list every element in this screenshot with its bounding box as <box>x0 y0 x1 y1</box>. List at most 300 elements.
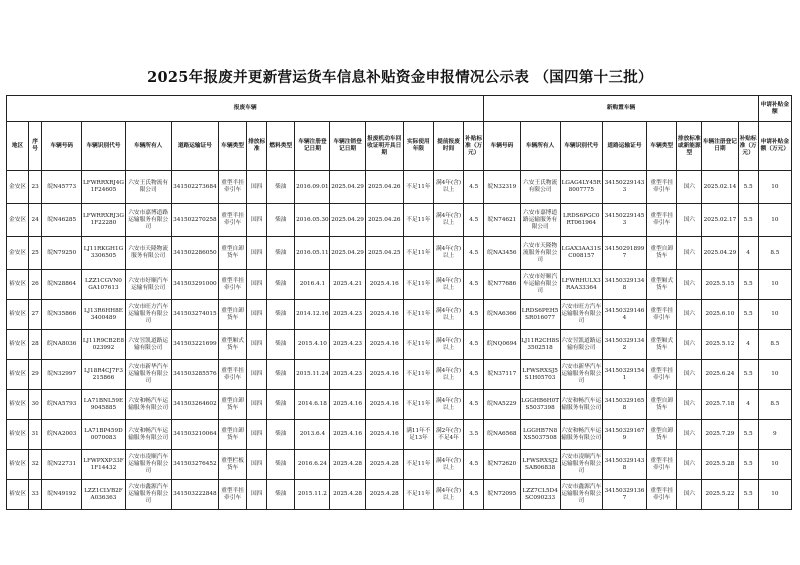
table-cell: 柴油 <box>267 237 295 270</box>
table-row <box>7 420 792 450</box>
table-cell: 六安和畅汽车运输服务有限公司 <box>560 390 602 420</box>
table-row <box>7 204 792 237</box>
table-cell: 皖NA2003 <box>42 420 82 450</box>
table-cell: 裕安区 <box>7 270 29 300</box>
table-cell: 2025.4.28 <box>330 480 365 510</box>
table-cell: 重型半挂牵引车 <box>218 204 246 237</box>
table-cell: 33 <box>29 480 42 510</box>
table-cell: LJ11RKGH1G3306505 <box>82 237 125 270</box>
table-cell: 341503210064 <box>171 420 218 450</box>
table-cell: 皖N45773 <box>42 171 82 204</box>
table-cell: 2025.5.28 <box>702 450 738 480</box>
table-cell: 2025.7.18 <box>702 390 738 420</box>
table-cell: 25 <box>29 237 42 270</box>
column-header: 车辆号码 <box>484 122 520 171</box>
table-cell: 重型厢式货车 <box>647 270 677 300</box>
table-cell: 2025.4.16 <box>365 300 403 330</box>
table-cell: 柴油 <box>267 420 295 450</box>
table-cell: 重型半挂牵引车 <box>647 171 677 204</box>
table-cell: 2025.6.10 <box>702 300 738 330</box>
table-cell: 4 <box>738 390 758 420</box>
table-cell: 六安市鑫源汽车运输服务有限公司 <box>560 480 602 510</box>
table-cell: 重型厢式货车 <box>647 330 677 360</box>
table-cell: 六安市旺方汽车运输服务有限公司 <box>560 300 602 330</box>
column-header: 排放标准或新能源型 <box>677 122 702 171</box>
table-cell: 重型自卸货车 <box>218 300 246 330</box>
table-cell: 不足11年 <box>403 480 433 510</box>
table-cell: 4.5 <box>464 300 484 330</box>
table-cell: 5.5 <box>738 420 758 450</box>
table-cell: 不足11年 <box>403 204 433 237</box>
page-title: 2025年报废并更新营运货车信息补贴资金申报情况公示表 （国四第十三批） <box>147 69 653 86</box>
table-cell: 满2年(含)不足4年 <box>433 420 463 450</box>
table-cell: 4.5 <box>464 171 484 204</box>
table-cell: 六安和畅汽车运输服务有限公司 <box>560 420 602 450</box>
table-cell: 重型半挂牵引车 <box>647 360 677 390</box>
table-cell: 柴油 <box>267 300 295 330</box>
table-row <box>7 300 792 330</box>
new-group-header: 新购置车辆 <box>484 96 758 122</box>
table-cell: 341503291367 <box>602 480 646 510</box>
table-cell: 重型自卸货车 <box>647 390 677 420</box>
column-header: 车辆号码 <box>42 122 82 171</box>
table-cell: LFWSRXSJ5S1H05703 <box>520 360 560 390</box>
table-cell: 341503221699 <box>171 330 218 360</box>
table-cell: LRDS6PGC0RT061964 <box>560 204 602 237</box>
column-header: 车辆类型 <box>647 122 677 171</box>
table-cell: 不足11年 <box>403 237 433 270</box>
table-cell: 28 <box>29 330 42 360</box>
column-header: 车辆识别代号 <box>82 122 125 171</box>
table-cell: LJ18R4CJ7F3215866 <box>82 360 125 390</box>
table-cell: 皖NA3456 <box>484 237 520 270</box>
column-header: 地区 <box>7 122 29 171</box>
column-header: 补贴标准（万元） <box>464 122 484 171</box>
table-cell: 10 <box>758 360 791 390</box>
table-cell: 29 <box>29 360 42 390</box>
column-header: 序号 <box>29 122 42 171</box>
table-cell: 六安市天隆物流服务有限公司 <box>520 237 560 270</box>
table-cell: 重型半挂牵引车 <box>647 480 677 510</box>
table-cell: 26 <box>29 270 42 300</box>
table-cell: 国四 <box>247 450 267 480</box>
table-cell: 10 <box>758 450 791 480</box>
table-cell: 重型自卸货车 <box>218 390 246 420</box>
table-cell: 341502918997 <box>602 237 646 270</box>
table-cell: 4 <box>738 237 758 270</box>
table-cell: 2025.6.24 <box>702 360 738 390</box>
table-cell: 六安和畅汽车运输服务有限公司 <box>125 420 171 450</box>
table-cell: 重型厢式货车 <box>218 330 246 360</box>
table-cell: 六安市好顺汽车运输有限公司 <box>520 270 560 300</box>
table-cell: 满4年(含)以上 <box>433 390 463 420</box>
table-cell: 2015.11.2 <box>295 480 330 510</box>
table-cell: 六安市鑫源汽车运输服务有限公司 <box>125 480 171 510</box>
table-cell: 2025.4.23 <box>330 360 365 390</box>
column-header: 车辆所有人 <box>520 122 560 171</box>
table-cell: 国四 <box>247 237 267 270</box>
column-header: 申请补贴金额（万元） <box>758 122 791 171</box>
table-cell: 国四 <box>247 360 267 390</box>
table-cell: 国六 <box>677 204 702 237</box>
table-cell: LGGHB6H0TS5037398 <box>520 390 560 420</box>
table-cell: 六安市嘉博道路运输服务有限公司 <box>125 204 171 237</box>
table-cell: LA71BP459D0070083 <box>82 420 125 450</box>
table-cell: 裕安区 <box>7 330 29 360</box>
column-header: 车辆所有人 <box>125 122 171 171</box>
table-cell: 3.5 <box>464 420 484 450</box>
table-cell: 柴油 <box>267 204 295 237</box>
table-cell: 皖N46285 <box>42 204 82 237</box>
table-cell: 皖N77686 <box>484 270 520 300</box>
table-cell: 不足11年 <box>403 270 433 300</box>
table-cell: 柴油 <box>267 360 295 390</box>
table-cell: 5.5 <box>738 360 758 390</box>
table-cell: 柴油 <box>267 480 295 510</box>
table-cell: 341503291438 <box>602 450 646 480</box>
table-cell: 2015.4.10 <box>295 330 330 360</box>
table-cell: LGAX3AA31SC008157 <box>560 237 602 270</box>
table-cell: 皖N22731 <box>42 450 82 480</box>
table-cell: 2025.4.16 <box>365 360 403 390</box>
table-cell: 国四 <box>247 270 267 300</box>
table-cell: 金安区 <box>7 237 29 270</box>
table-cell: 2025.4.16 <box>365 390 403 420</box>
table-cell: 不足11年 <box>403 450 433 480</box>
table-cell: 皖N28864 <box>42 270 82 300</box>
table-cell: 满4年(含)以上 <box>433 450 463 480</box>
table-cell: 重型半挂牵引车 <box>218 360 246 390</box>
table-row <box>7 480 792 510</box>
table-cell: LJ11R9CB2E8023992 <box>82 330 125 360</box>
table-cell: 国六 <box>677 171 702 204</box>
table-cell: 2016.09.01 <box>295 171 330 204</box>
table-cell: 满4年(含)以上 <box>433 480 463 510</box>
table-cell: 10 <box>758 270 791 300</box>
table-cell: 5.5 <box>738 300 758 330</box>
table-cell: 2025.4.23 <box>330 330 365 360</box>
table-cell: LFWRHULX3RAA33364 <box>560 270 602 300</box>
table-cell: 裕安区 <box>7 450 29 480</box>
table-cell: 341503276452 <box>171 450 218 480</box>
table-cell: 341503291342 <box>602 330 646 360</box>
table-cell: 2025.04.29 <box>330 237 365 270</box>
table-cell: 皖N32319 <box>484 171 520 204</box>
table-cell: 10 <box>758 171 791 204</box>
table-cell: 柴油 <box>267 390 295 420</box>
table-cell: 国六 <box>677 450 702 480</box>
table-cell: 皖N79250 <box>42 237 82 270</box>
table-cell: 重型半挂牵引车 <box>218 270 246 300</box>
table-cell: 341503291348 <box>602 270 646 300</box>
table-cell: 满4年(含)以上 <box>433 360 463 390</box>
table-cell: LJ11R2CH8S3502518 <box>520 330 560 360</box>
table-cell: 柴油 <box>267 171 295 204</box>
apply-group-header: 申请补贴金额 <box>758 96 791 122</box>
table-cell: 重型自卸货车 <box>647 237 677 270</box>
table-cell: 国四 <box>247 204 267 237</box>
table-cell: 皖N37117 <box>484 360 520 390</box>
table-cell: LFWRRXRJ3G1F22280 <box>82 204 125 237</box>
table-cell: 不足11年 <box>403 360 433 390</box>
table-cell: 裕安区 <box>7 480 29 510</box>
table-row <box>7 237 792 270</box>
table-cell: 皖N32997 <box>42 360 82 390</box>
column-header: 车辆注册登记日期 <box>295 122 330 171</box>
table-cell: 2025.4.21 <box>330 270 365 300</box>
table-cell: 国六 <box>677 237 702 270</box>
table-cell: LA71BNL59E9045885 <box>82 390 125 420</box>
table-cell: 8.5 <box>758 390 791 420</box>
table-cell: 341502270258 <box>171 204 218 237</box>
table-cell: 六安市凌顺汽车运输服务有限公司 <box>125 450 171 480</box>
table-cell: 满4年(含)以上 <box>433 270 463 300</box>
table-cell: 2025.7.29 <box>702 420 738 450</box>
table-cell: 341503222848 <box>171 480 218 510</box>
table-cell: 2025.04.29 <box>702 237 738 270</box>
table-cell: 重型半挂牵引车 <box>647 450 677 480</box>
table-cell: 341503291658 <box>602 390 646 420</box>
table-cell: 皖NA6366 <box>484 300 520 330</box>
table-cell: 341502291433 <box>602 171 646 204</box>
table-cell: 国四 <box>247 171 267 204</box>
table-cell: 不足11年 <box>403 330 433 360</box>
table-cell: 4.5 <box>464 237 484 270</box>
table-cell: 2025.4.16 <box>365 330 403 360</box>
table-cell: 4.5 <box>464 270 484 300</box>
table-row <box>7 390 792 420</box>
table-cell: 4.5 <box>464 360 484 390</box>
column-header: 道路运输证号 <box>171 122 218 171</box>
table-cell: 2025.4.28 <box>330 450 365 480</box>
table-cell: 不足11年 <box>403 171 433 204</box>
table-cell: 满4年(含)以上 <box>433 330 463 360</box>
table-cell: 2015.11.24 <box>295 360 330 390</box>
table-cell: 满11年不足13年 <box>403 420 433 450</box>
table-cell: 2025.4.23 <box>330 300 365 330</box>
table-cell: LZZ1CGVN0GA107613 <box>82 270 125 300</box>
table-cell: 国六 <box>677 300 702 330</box>
table-cell: 裕安区 <box>7 300 29 330</box>
table-row <box>7 330 792 360</box>
table-row <box>7 270 792 300</box>
scrap-group-header: 报废车辆 <box>7 96 484 122</box>
table-cell: 4.5 <box>464 480 484 510</box>
table-cell: 皖NA8036 <box>42 330 82 360</box>
table-row <box>7 450 792 480</box>
table-cell: 重型自卸货车 <box>218 237 246 270</box>
table-cell: 5.5 <box>738 171 758 204</box>
column-header: 报废机动车回收证明开具日期 <box>365 122 403 171</box>
table-cell: 满4年(含)以上 <box>433 300 463 330</box>
table-cell: 4.5 <box>464 204 484 237</box>
table-cell: 皖NA6568 <box>484 420 520 450</box>
table-cell: 裕安区 <box>7 360 29 390</box>
table-cell: LGAG4LY45R8007775 <box>560 171 602 204</box>
table-cell: 9 <box>758 420 791 450</box>
table-cell: 2025.4.16 <box>330 390 365 420</box>
table-cell: 国四 <box>247 480 267 510</box>
table-cell: 341503291464 <box>602 300 646 330</box>
subsidy-table <box>6 95 792 510</box>
table-cell: 裕安区 <box>7 420 29 450</box>
table-cell: 5.5 <box>738 270 758 300</box>
table-cell: 国六 <box>677 480 702 510</box>
table-cell: 10 <box>758 480 791 510</box>
table-cell: 341503285576 <box>171 360 218 390</box>
table-cell: 341503291541 <box>602 360 646 390</box>
table-cell: 4.5 <box>464 450 484 480</box>
column-header: 补贴标准（万元） <box>738 122 758 171</box>
table-cell: 六安市天隆物流服务有限公司 <box>125 237 171 270</box>
table-cell: 皖NQ0694 <box>484 330 520 360</box>
table-cell: 皖N35866 <box>42 300 82 330</box>
table-cell: LZZ1CLVB2FA036363 <box>82 480 125 510</box>
table-cell: LFWRRXRJ4G1F24605 <box>82 171 125 204</box>
table-cell: 341502291453 <box>602 204 646 237</box>
table-cell: 重型栏板货车 <box>218 450 246 480</box>
table-cell: 国四 <box>247 420 267 450</box>
table-cell: 皖NA5793 <box>42 390 82 420</box>
table-cell: 31 <box>29 420 42 450</box>
table-cell: LFWPXXP33F1F14432 <box>82 450 125 480</box>
table-cell: 341503291679 <box>602 420 646 450</box>
table-cell: 六安市好顺汽车运输有限公司 <box>125 270 171 300</box>
table-cell: 2025.5.12 <box>702 330 738 360</box>
table-cell: LGGHB7N8XS5037508 <box>520 420 560 450</box>
table-cell: 2025.04.26 <box>365 171 403 204</box>
column-header: 燃料类型 <box>267 122 295 171</box>
table-cell: 2014.6.18 <box>295 390 330 420</box>
table-cell: 重型自卸货车 <box>218 420 246 450</box>
table-cell: 8.5 <box>758 330 791 360</box>
table-cell: 皖N72620 <box>484 450 520 480</box>
table-cell: 六安市凌顺汽车运输服务有限公司 <box>560 450 602 480</box>
table-cell: 2025.02.17 <box>702 204 738 237</box>
column-header: 车辆识别代号 <box>560 122 602 171</box>
table-cell: 2025.02.14 <box>702 171 738 204</box>
table-cell: 重型半挂牵引车 <box>647 204 677 237</box>
table-cell: 皖N49192 <box>42 480 82 510</box>
table-cell: 重型半挂牵引车 <box>218 171 246 204</box>
table-cell: 2016.05.11 <box>295 237 330 270</box>
table-cell: 30 <box>29 390 42 420</box>
table-cell: 国六 <box>677 330 702 360</box>
column-header: 实际使用年限 <box>403 122 433 171</box>
table-cell: 六安市嘉博道路运输服务有限公司 <box>520 204 560 237</box>
table-cell: 满4年(含)以上 <box>433 237 463 270</box>
table-cell: 341503291000 <box>171 270 218 300</box>
table-cell: LRDS6PEH5SR016077 <box>520 300 560 330</box>
table-cell: 六安昱凯道路运输有限公司 <box>125 330 171 360</box>
table-cell: 柴油 <box>267 270 295 300</box>
table-cell: 国六 <box>677 270 702 300</box>
table-cell: 裕安区 <box>7 390 29 420</box>
column-header: 车辆类型 <box>218 122 246 171</box>
table-cell: 2025.04.26 <box>365 204 403 237</box>
table-cell: 国四 <box>247 300 267 330</box>
table-cell: 六安市新华汽车运输服务有限公司 <box>125 360 171 390</box>
table-cell: 国四 <box>247 330 267 360</box>
table-cell: 341502273684 <box>171 171 218 204</box>
column-header: 车辆注册登记日期 <box>702 122 738 171</box>
table-cell: 2025.04.25 <box>365 237 403 270</box>
table-cell: 10 <box>758 204 791 237</box>
column-header: 车辆注销登记日期 <box>330 122 365 171</box>
table-cell: 皖NA5229 <box>484 390 520 420</box>
table-cell: 341502286050 <box>171 237 218 270</box>
table-cell: 24 <box>29 204 42 237</box>
table-cell: 国六 <box>677 420 702 450</box>
table-cell: 27 <box>29 300 42 330</box>
table-cell: 4 <box>738 330 758 360</box>
table-cell: 六安和畅汽车运输服务有限公司 <box>125 390 171 420</box>
table-cell: 5.5 <box>738 204 758 237</box>
table-cell: 满4年(含)以上 <box>433 204 463 237</box>
table-cell: 5.5 <box>738 450 758 480</box>
table-cell: 六安市新华汽车运输服务有限公司 <box>560 360 602 390</box>
table-cell: 2013.6.4 <box>295 420 330 450</box>
table-cell: 2025.4.28 <box>365 480 403 510</box>
table-cell: 国六 <box>677 360 702 390</box>
table-cell: 2025.4.16 <box>330 420 365 450</box>
table-cell: 国六 <box>677 390 702 420</box>
table-cell: 不足11年 <box>403 300 433 330</box>
table-cell: 重型自卸货车 <box>647 420 677 450</box>
table-cell: 金安区 <box>7 204 29 237</box>
table-cell: 4.5 <box>464 330 484 360</box>
table-row <box>7 171 792 204</box>
table-cell: 2016.05.30 <box>295 204 330 237</box>
table-cell: 皖N74621 <box>484 204 520 237</box>
table-cell: 10 <box>758 300 791 330</box>
table-cell: 2025.04.29 <box>330 171 365 204</box>
table-cell: 2025.4.16 <box>365 420 403 450</box>
table-cell: 2014.12.16 <box>295 300 330 330</box>
table-cell: 六安王氏物流有限公司 <box>520 171 560 204</box>
table-cell: 2016.4.1 <box>295 270 330 300</box>
table-cell: 4.5 <box>464 390 484 420</box>
table-cell: 341503264602 <box>171 390 218 420</box>
table-cell: 重型半挂牵引车 <box>218 480 246 510</box>
column-header: 道路运输证号 <box>602 122 646 171</box>
table-cell: 2025.5.15 <box>702 270 738 300</box>
table-row <box>7 360 792 390</box>
table-cell: LFWSRXSJ2SAB06838 <box>520 450 560 480</box>
table-cell: 不足11年 <box>403 390 433 420</box>
table-cell: 8.5 <box>758 237 791 270</box>
table-cell: LZZ7CL5D4SC090233 <box>520 480 560 510</box>
table-cell: 2016.6.24 <box>295 450 330 480</box>
table-cell: 2025.04.29 <box>330 204 365 237</box>
table-cell: 32 <box>29 450 42 480</box>
column-header: 提前报废时间 <box>433 122 463 171</box>
table-cell: 2025.4.28 <box>365 450 403 480</box>
table-cell: 金安区 <box>7 171 29 204</box>
table-cell: 柴油 <box>267 330 295 360</box>
table-cell: 341503274015 <box>171 300 218 330</box>
table-cell: 2025.4.16 <box>365 270 403 300</box>
table-cell: 皖N72095 <box>484 480 520 510</box>
table-cell: 国四 <box>247 390 267 420</box>
table-cell: 六安王氏物流有限公司 <box>125 171 171 204</box>
table-cell: 柴油 <box>267 450 295 480</box>
column-header: 排放标准 <box>247 122 267 171</box>
table-cell: 2025.5.22 <box>702 480 738 510</box>
table-cell: 六安昱凯道路运输有限公司 <box>560 330 602 360</box>
table-cell: LJ13R6HH8E3400489 <box>82 300 125 330</box>
table-cell: 六安市旺方汽车运输服务有限公司 <box>125 300 171 330</box>
